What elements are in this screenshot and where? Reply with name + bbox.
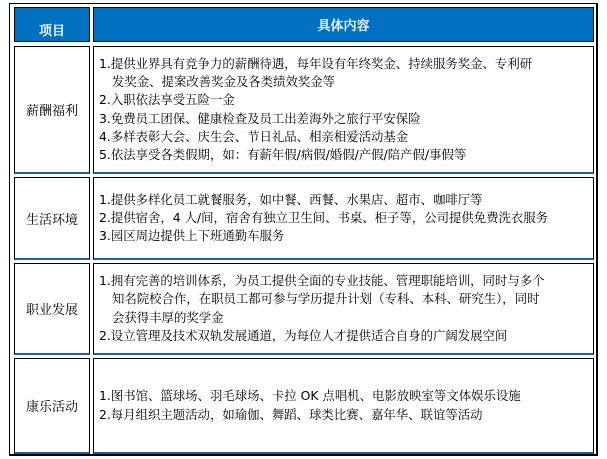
content-line: 2.每月组织主题活动，如瑜伽、舞蹈、球类比赛、嘉年华、联谊等活动 (99, 406, 483, 422)
category-label: 生活环境 (25, 212, 78, 228)
content-line: 会获得丰厚的奖学金 (112, 309, 224, 325)
content-line: 1.图书馆、篮球场、羽毛球场、卡拉 OK 点唱机、电影放映室等文体娱乐设施 (99, 388, 521, 404)
content-line: 发奖金、提案改善奖金及各类绩效奖金等 (112, 74, 336, 90)
content-line: 3.园区周边提供上下班通勤车服务 (99, 228, 285, 244)
row-content-recreation (93, 358, 594, 454)
benefits-table (9, 3, 598, 456)
row-category-living (14, 177, 90, 260)
content-line: 1.提供多样化员工就餐服务，如中餐、西餐、水果店、超市、咖啡厅等 (99, 191, 483, 207)
category-label: 康乐活动 (25, 400, 78, 415)
category-label: 职业发展 (25, 303, 78, 318)
row-content-living (93, 177, 594, 260)
content-line: 1.拥有完善的培训体系，为员工提供全面的专业技能、管理职能培训，同时与多个 (99, 273, 545, 289)
header-content-label: 具体内容 (317, 19, 370, 34)
row-content-career (93, 263, 594, 355)
row-category-compensation (14, 46, 90, 174)
header-item-label: 项目 (38, 24, 65, 39)
content-line: 3.免费员工团保、健康检查及员工出差海外之旅行平安保险 (99, 110, 421, 126)
content-line: 1.提供业界具有竞争力的薪酬待遇，每年设有年终奖金、持续服务奖金、专利研 (99, 55, 533, 71)
content-line: 4.多样表彰大会、庆生会、节日礼品、相亲相爱活动基金 (99, 128, 409, 144)
content-line: 知名院校合作，在职员工都可参与学历提升计划（专科、本科、研究生），同时 (112, 291, 540, 307)
row-category-career (14, 263, 90, 355)
content-line: 2.设立管理及技术双轨发展通道，为每位人才提供适合自身的广阔发展空间 (99, 327, 508, 343)
content-line: 5.依法享受各类假期，如：有薪年假/病假/婚假/产假/陪产假/事假等 (99, 146, 467, 162)
header-cell-item (14, 7, 90, 42)
header-cell-content (93, 7, 594, 42)
content-line: 2.入职依法享受五险一金 (99, 92, 235, 108)
row-content-compensation (93, 46, 594, 174)
row-category-recreation (14, 358, 90, 454)
category-label: 薪酬福利 (25, 104, 78, 119)
content-line: 2.提供宿舍，4 人/间，宿舍有独立卫生间、书桌、柜子等，公司提供免费洗衣服务 (99, 209, 549, 225)
